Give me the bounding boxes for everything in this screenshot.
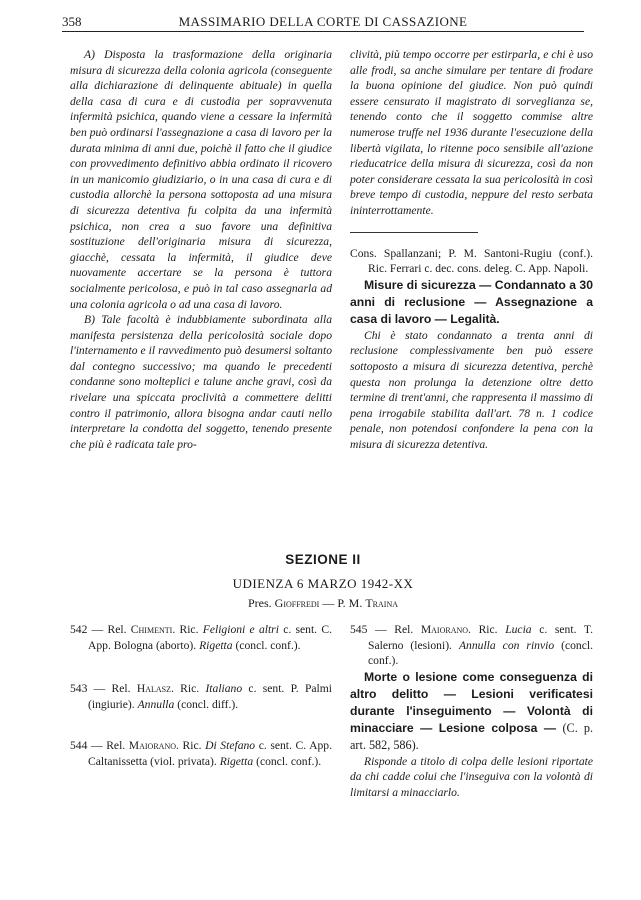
entry-court: c. sent. P. Palmi (ingiurie). (88, 682, 332, 711)
maxim-summary: Risponde a titolo di colpa delle lesioni riportate da chi cadde colui che l'inseguiva con la volontà di limitarsi a minacciarlo. (350, 754, 593, 799)
running-title: MASSIMARIO DELLA CORTE DI CASSAZIONE (178, 14, 468, 29)
section-title: SEZIONE II (285, 552, 361, 567)
appellant-name: Feligioni e altri (202, 623, 279, 636)
entry-prefix: 545 — Rel. (350, 623, 421, 636)
entry-conclusion: (concl. diff.). (174, 697, 239, 711)
case-citation: Cons. Spallanzani; P. M. Santoni-Rugiu (conf.). Ric. Ferrari c. dec. cons. deleg. C. App. Napoli. (350, 246, 593, 276)
entry-prefix: 544 — Rel. (70, 739, 129, 753)
entry-gap (70, 653, 332, 681)
pm-label: — P. M. (322, 596, 363, 610)
subject-heading: Misure di sicurezza — Condannato a 30 anni di reclusione — Assegnazione a casa di lavoro — Legalità. (350, 277, 593, 326)
subject-heading (350, 669, 593, 754)
case-entry-545 (350, 622, 593, 669)
hearing-date: UDIENZA 6 MARZO 1942-XX (232, 576, 414, 591)
appellant-name: Lucia (505, 623, 532, 636)
entry-conclusion: (concl. conf.). (253, 754, 322, 768)
rapporteur-name: Maiorano (128, 739, 176, 753)
entry-conclusion: (concl. conf.). (368, 638, 593, 668)
entries-left-column (70, 622, 332, 770)
rapporteur-name: Maiorano (420, 623, 469, 636)
presiding-line (62, 596, 584, 611)
entry-court: c. sent. C. App. Bologna (aborto). (88, 623, 332, 652)
heading-reference: (C. p. art. 582, 586). (350, 720, 593, 752)
entry-court: c. sent. C. App. Caltanissetta (viol. privata). (88, 739, 332, 768)
entry-prefix: 543 — Rel. (70, 682, 137, 696)
entry-court: c. sent. T. Salerno (lesioni). (368, 623, 593, 652)
entries-right-column (350, 622, 593, 801)
right-column (350, 47, 593, 452)
pm-name: Traina (365, 596, 399, 610)
entry-ric: . Ric. (172, 623, 203, 636)
pres-name: Gioffredi (274, 596, 320, 610)
entry-outcome: Annulla con rinvio (458, 638, 555, 652)
pres-label: Pres. (247, 596, 272, 610)
appellant-name: Di Stefano (205, 739, 256, 753)
appellant-name: Italiano (205, 682, 243, 696)
maxim-summary: Chi è stato condannato a trenta anni di reclusione complessivamente ben può essere sottoposto a misura di sicurezza detentiva, perchè questa non prolunga la detenzione oltre detto termine di trent'anni, che rappresenta il massimo di pena irrogabile stabilita dall'art. 78 n. 1 codice penale, non potendosi confondere la pena con la misura di sicurezza detentiva. (350, 328, 593, 451)
entry-ric: . Ric. (170, 682, 206, 696)
case-entry-544 (70, 738, 332, 769)
case-entry-542 (70, 622, 332, 653)
maxim-b: B) Tale facoltà è indubbiamente subordinata alla manifesta persistenza della pericolosità sociale dopo l'internamento e il ravvedimento può desumersi soltanto dal contegno successivo; ma quando le precedenti condanne sono molteplici e talune anche gravi, così da rivelare una spiccata proclività a commettere delitti contro il patrimonio, allora bisogna andar cauti nello interpretare la condotta del soggetto, tenendo presente che più è radicata tale pro- (70, 313, 332, 451)
entry-prefix: 542 — Rel. (70, 623, 131, 636)
entry-outcome: Rigetta (199, 638, 233, 652)
left-column (70, 47, 332, 452)
heading-text: Morte o lesione come conseguenza di altro delitto — Lesioni verificatesi durante l'inseguimento — Volontà di minacciare — Lesione colposa — (350, 669, 593, 735)
case-entry-543 (70, 681, 332, 712)
page-number: 358 (62, 14, 82, 29)
entry-outcome: Annulla (137, 697, 175, 711)
entry-outcome: Rigetta (219, 754, 254, 768)
rapporteur-name: Chimenti (130, 623, 173, 636)
rapporteur-name: Halasz (136, 682, 171, 696)
maxim-a: A) Disposta la trasformazione della originaria misura di sicurezza della colonia agricola (conseguente alla dichiarazione di delinquente abituale) in quella della casa di cura e di custodia per sopravvenuta infermità psichica, quando viene a cessare la infermità ben può ordinarsi l'assegnazione a casa di lavoro per la durata minima di anni due, poichè il fatto che il giudice con provvedimento definitivo abbia ordinato il ricovero in un manicomio giudiziario, o in una casa di cura e di custodia allorchè la persona sottoposta ad una misura di sicurezza detentiva fu colpita da una infermità psichica, non crea a suo favore una definitiva sostituzione dell'originaria misura di sicurezza, giacchè, cessata la infermità, il giudice deve nuovamente accertare se la persona è tuttora socialmente pericolosa, e può in tal caso assegnarla ad una colonia agricola o ad una casa di lavoro. (70, 48, 332, 311)
entry-conclusion: (concl. conf.). (232, 638, 301, 652)
entry-ric: . Ric. (468, 623, 506, 636)
entry-gap (70, 712, 332, 738)
maxim-continuation: clività, più tempo occorre per estirparla, e chi è uso alle frodi, sa anche simulare per tentare di frodare la buona opinione del giudice. Non può quindi essere censurato il magistrato di sorveglianza se, tenendo conto che il soggetto commise altre numerose truffe nel 1936 durante l'esecuzione della libertà vigilata, lo ritenne poco sensibile all'azione rieducatrice della misura di sicurezza, così da non poter considerare cessata la sua pericolosità in così breve tempo di custodia, neppure del resto serbata ininterrottamente. (350, 48, 593, 217)
entry-ric: . Ric. (176, 739, 206, 753)
separator-line (350, 232, 478, 233)
header-rule (62, 31, 584, 32)
